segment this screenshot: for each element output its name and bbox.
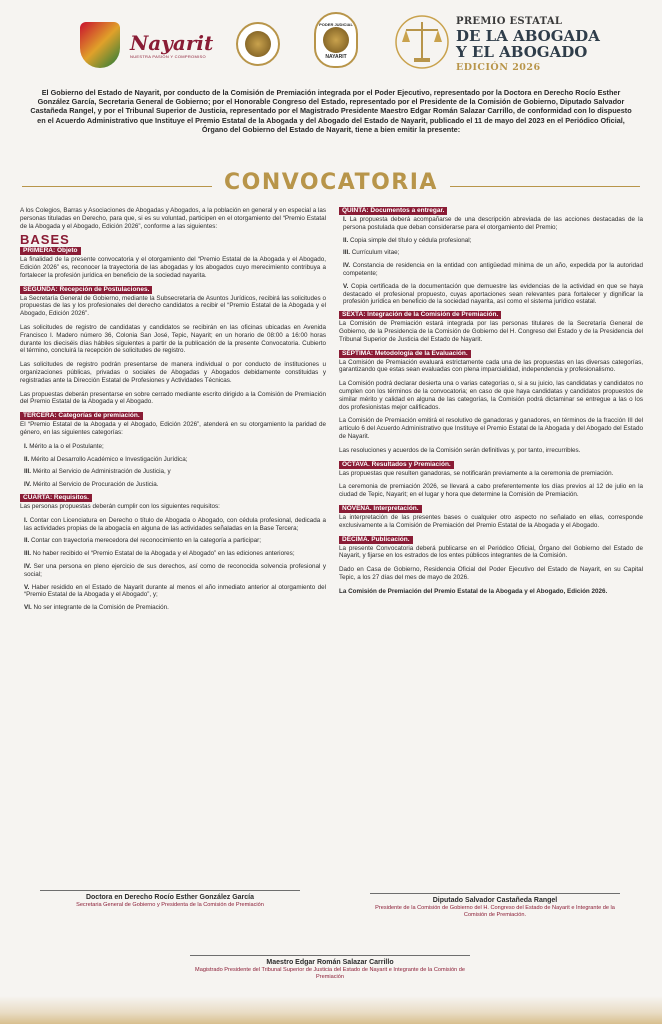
- item-number: V.: [343, 282, 349, 290]
- section-text: La ceremonia de premiación 2026, se llevará a cabo preferentemente los días previos al 12 de julio en la ciudad de Tepic, Nayarit; en el lugar y hora que determine la Comisión de Premiación.: [339, 483, 643, 499]
- item-number: I.: [343, 216, 347, 223]
- section-text: La Comisión podrá declarar desierta una o varias categorías o, si a su juicio, las candidatas y candidatos no cumplen con los términos de la convocatoria; en caso de que haya candidatas y candidatos propuestos de similar mérito y calidad en alguna de las categorías, la Comisión podrá dictaminar se entregue a las o los dos profesionistas mejor calificados.: [339, 380, 643, 411]
- signatory-name: Diputado Salvador Castañeda Rangel: [432, 897, 558, 904]
- item-text: No ser integrante de la Comisión de Premiación.: [33, 604, 169, 612]
- item-number: II.: [343, 236, 349, 244]
- list-item: [20, 443, 326, 451]
- section-text: El “Premio Estatal de la Abogada y el Abogado, Edición 2026”, atenderá en su otorgamiento la paridad de género, en las siguientes categorías:: [20, 421, 326, 436]
- section-text: Las personas propuestas deberán cumplir con los siguientes requisitos:: [20, 502, 220, 510]
- judicial-emblem-icon: [323, 27, 349, 53]
- section-text: Las solicitudes de registro podrán presentarse de manera individual o por conducto de instituciones u organizaciones públicas, privadas o sociales de Abogadas y Abogados debidamente constituidas y registradas ante la Dirección Estatal de Profesiones y Actividades Técnicas.: [20, 361, 326, 384]
- section-sexta: [339, 311, 643, 343]
- bases-heading: BASES: [20, 232, 70, 248]
- item-number: I.: [24, 516, 28, 524]
- section-heading: DÉCIMA. Publicación.: [339, 536, 413, 544]
- section-heading: OCTAVA. Resultados y Premiación.: [339, 461, 454, 469]
- item-number: III.: [24, 468, 31, 476]
- section-decima: [339, 536, 643, 582]
- section-primera: [20, 247, 326, 279]
- list-item: [20, 468, 326, 476]
- footer-decoration: [0, 996, 662, 1024]
- opening-paragraph: A los Colegios, Barras y Asociaciones de Abogadas y Abogados, a la población en general y en especial a las personas tituladas en Derecho, para que, si es su voluntad, participen en el otorgamiento del “Premio Estatal de la Abogada y el Abogado, Edición 2026”, conforme a las siguientes:: [20, 207, 326, 230]
- award-title: [456, 16, 636, 73]
- item-number: V.: [24, 583, 30, 591]
- item-number: IV.: [343, 262, 351, 270]
- section-octava: [339, 461, 643, 499]
- list-item: [20, 584, 326, 600]
- section-text: La interpretación de las presentes bases o cualquier otro aspecto no señalado en ellas, corresponde exclusivamente a la Comisión de Premiación del Premio Estatal de la Abogada y el Abogado.: [339, 513, 643, 529]
- signatory-name: Maestro Edgar Román Salazar Carrillo: [266, 959, 394, 966]
- award-line2: DE LA ABOGADA: [456, 27, 600, 45]
- nayarit-tagline: NUESTRA PASIÓN Y COMPROMISO: [130, 53, 206, 59]
- section-tercera: [20, 412, 326, 489]
- list-item: [20, 550, 326, 558]
- list-item: [339, 249, 643, 257]
- list-item: [339, 283, 643, 306]
- item-text: Constancia de residencia en la entidad con antigüedad mínima de un año, expedida por la autoridad competente;: [343, 262, 644, 277]
- section-segunda: [20, 286, 326, 407]
- section-heading: TERCERA: Categorías de premiación.: [20, 412, 143, 420]
- section-text: Las propuestas que resulten ganadoras, se notificarán previamente a la ceremonia de premiación.: [339, 469, 614, 477]
- item-number: IV.: [24, 481, 32, 489]
- award-line1: PREMIO ESTATAL: [456, 16, 563, 27]
- section-heading: PRIMERA: Objeto: [20, 247, 81, 255]
- section-heading: NOVENA. Interpretación.: [339, 505, 422, 513]
- congress-seal-icon: [236, 22, 280, 66]
- list-item: [20, 537, 326, 545]
- item-number: I.: [24, 442, 28, 450]
- item-text: No haber recibido el “Premio Estatal de la Abogada y el Abogado” en las ediciones anteriores;: [32, 550, 295, 558]
- signature-line: [40, 890, 300, 891]
- item-text: Contar con trayectoria merecedora del reconocimiento en la categoría a participar;: [31, 537, 261, 545]
- nayarit-logo: [130, 28, 220, 62]
- item-text: Contar con Licenciatura en Derecho o título de Abogada o Abogado, con cédula profesional, dedicada a las actividades propias de la abogacía en alguna de las actividades señaladas en la Base Tercera;: [24, 516, 327, 532]
- judicial-seal-bottom: NAYARIT: [325, 54, 347, 60]
- item-text: La propuesta deberá acompañarse de una descripción abreviada de las acciones destacadas de la persona postulada que deban considerarse para el otorgamiento del Premio;: [343, 216, 644, 231]
- section-text: Las resoluciones y acuerdos de la Comisión serán definitivas y, por tanto, irrecurribles.: [339, 446, 581, 454]
- signature-block: [40, 890, 300, 909]
- page-title: CONVOCATORIA: [224, 170, 438, 195]
- signatory-role: Magistrado Presidente del Tribunal Superior de Justicia del Estado de Nayarit e Integrante de la Comisión de Premiación: [195, 967, 465, 980]
- list-item: [20, 456, 326, 464]
- item-text: Haber residido en el Estado de Nayarit durante al menos el año inmediato anterior al otorgamiento del “Premio Estatal de la Abogada y el Abogado”, y;: [24, 583, 326, 599]
- item-text: Ser una persona en pleno ejercicio de sus derechos, así como de reconocida solvencia profesional y social;: [24, 562, 326, 578]
- judicial-seal: [314, 12, 358, 68]
- section-text: Las propuestas deberán presentarse en sobre cerrado mediante escrito dirigido a la Comisión de Premiación del Premio Estatal de la Abogada y el Abogado.: [20, 390, 326, 406]
- section-heading: CUARTA: Requisitos.: [20, 494, 92, 502]
- section-text: Las solicitudes de registro de candidatas y candidatos se recibirán en las oficinas ubicadas en Avenida Francisco I. Madero número 36, Colonia San José, Tepic, Nayarit; en un horario de 08:00 a 16:00 horas durante los dieciséis días hábiles siguientes a partir de la publicación de la presente Convocatoria. Cubierto el término, concluirá la recepción de solicitudes de registro.: [20, 323, 326, 355]
- item-text: Mérito al Servicio de Administración de Justicia, y: [32, 468, 171, 476]
- list-item: [20, 563, 326, 579]
- seal-emblem-icon: [245, 31, 271, 57]
- section-text: La Comisión de Premiación estará integrada por las personas titulares de la Secretaría General de Gobierno, de la Presidencia de la Comisión de Gobierno del H. Congreso del Estado y de la Presidencia del Tribunal Superior de Justicia del Estado de Nayarit.: [339, 320, 643, 343]
- list-item: [339, 216, 643, 232]
- signature-block: [370, 893, 620, 919]
- item-text: Mérito a la o el Postulante;: [29, 442, 104, 450]
- signatory-role: Presidente de la Comisión de Gobierno del H. Congreso del Estado de Nayarit e Integrante de la Comisión de Premiación.: [375, 905, 615, 918]
- section-septima: [339, 350, 643, 455]
- title-divider-right: [450, 186, 640, 187]
- item-text: Mérito al Servicio de Procuración de Justicia.: [32, 481, 159, 489]
- item-number: VI.: [24, 604, 32, 612]
- section-text: Dado en Casa de Gobierno, Residencia Oficial del Poder Ejecutivo del Estado de Nayarit, en su Capital Tepic, a los 27 días del mes de mayo de 2026.: [339, 566, 643, 581]
- right-column: [339, 207, 643, 602]
- intro-paragraph: El Gobierno del Estado de Nayarit, por conducto de la Comisión de Premiación integrada por el Poder Ejecutivo, representado por la Doctora en Derecho Rocío Esther González García, Secretaria General de Gobierno; por el Honorable Congreso del Estado, representado por el Presidente de la Comisión de Gobierno, Diputado Salvador Castañeda Rangel, y por el Tribunal Superior de Justicia, representado por el Magistrado Presidente Maestro Edgar Román Salazar Carrillo, de conformidad con lo dispuesto en el Acuerdo Administrativo que Instituye el Premio Estatal de la Abogada y del Abogado del Estado de Nayarit, publicado el 11 de mayo del 2023 en el Periódico Oficial, Órgano del Gobierno del Estado de Nayarit, tiene a bien emitir la presente:: [30, 88, 632, 134]
- item-number: IV.: [24, 562, 32, 570]
- section-text: La presente Convocatoria deberá publicarse en el Periódico Oficial, Órgano del Gobierno del Estado de Nayarit, y fijarse en los estrados de los entes públicos integrantes de la Comisión.: [339, 544, 643, 560]
- signatory-role: Secretaria General de Gobierno y Presidenta de la Comisión de Premiación: [76, 902, 264, 908]
- list-item: [339, 262, 643, 278]
- section-heading: QUINTA: Documentos a entregar.: [339, 207, 447, 215]
- list-item: [339, 237, 643, 245]
- signatory-name: Doctora en Derecho Rocío Esther González García: [85, 894, 255, 901]
- signature-line: [190, 955, 470, 956]
- section-text: La Comisión de Premiación evaluará estrictamente cada una de las propuestas en las diversas categorías, garantizando que estas sean evaluadas con plena imparcialidad, independencia y profesionalismo.: [339, 358, 643, 374]
- scales-of-justice-icon: [394, 12, 450, 72]
- section-cuarta: [20, 494, 326, 612]
- item-text: Copia certificada de la documentación que demuestre las evidencias de la actividad en que se haya destacado el profesional propuesto, cuyas aportaciones sean relevantes para fortalecer y dignificar la profesión jurídica en beneficio de la sociedad nayarita, así como el sistema jurídico estatal.: [343, 282, 643, 306]
- section-text: La Comisión de Premiación emitirá el resolutivo de ganadoras y ganadores, en términos de la fracción III del artículo 6 del Acuerdo Administrativo que Instituye el Premio Estatal de la Abogada y del Abogado del Estado de Nayarit.: [339, 417, 643, 440]
- nayarit-wordmark: Nayarit: [130, 30, 214, 55]
- section-heading: SEXTA: Integración de la Comisión de Premiación.: [339, 311, 501, 319]
- section-quinta: [339, 207, 643, 306]
- judicial-seal-top: PODER JUDICIAL: [319, 22, 353, 27]
- signature-block: [190, 955, 470, 981]
- item-text: Mérito al Desarrollo Académico e Investigación Jurídica;: [31, 455, 188, 463]
- item-number: II.: [24, 537, 30, 545]
- section-text: La Secretaría General de Gobierno, mediante la Subsecretaría de Asuntos Jurídicos, recibirá las solicitudes o propuestas de las y los profesionales del derecho candidatos a recibir el “Premio Estatal de la Abogada y el Abogado, Edición 2026”.: [20, 294, 326, 318]
- closing-statement: La Comisión de Premiación del Premio Estatal de la Abogada y el Abogado, Edición 2026.: [339, 587, 608, 595]
- item-text: Currículum vitae;: [351, 249, 400, 257]
- signature-line: [370, 893, 620, 894]
- list-item: [20, 481, 326, 489]
- section-text: La finalidad de la presente convocatoria y el otorgamiento del “Premio Estatal de la Abogada y el Abogado, Edición 2026” es, reconocer la trayectoria de las abogadas y los abogados cuyo merecimiento contribuya a fortalecer la profesión jurídica en beneficio de la sociedad nayarita.: [20, 256, 326, 279]
- item-text: Copia simple del título y cédula profesional;: [350, 236, 472, 244]
- header: [0, 0, 662, 78]
- item-number: III.: [24, 550, 31, 558]
- section-heading: SEGUNDA: Recepción de Postulaciones.: [20, 286, 152, 294]
- shield-icon: [80, 22, 120, 68]
- item-number: III.: [343, 249, 350, 257]
- left-column: [20, 207, 326, 617]
- list-item: [20, 517, 326, 533]
- list-item: [20, 604, 326, 612]
- section-novena: [339, 505, 643, 530]
- section-heading: SÉPTIMA: Metodología de la Evaluación.: [339, 350, 471, 358]
- item-number: II.: [24, 455, 30, 463]
- award-line3: Y EL ABOGADO: [456, 43, 588, 61]
- award-edition: EDICIÓN 2026: [456, 62, 541, 73]
